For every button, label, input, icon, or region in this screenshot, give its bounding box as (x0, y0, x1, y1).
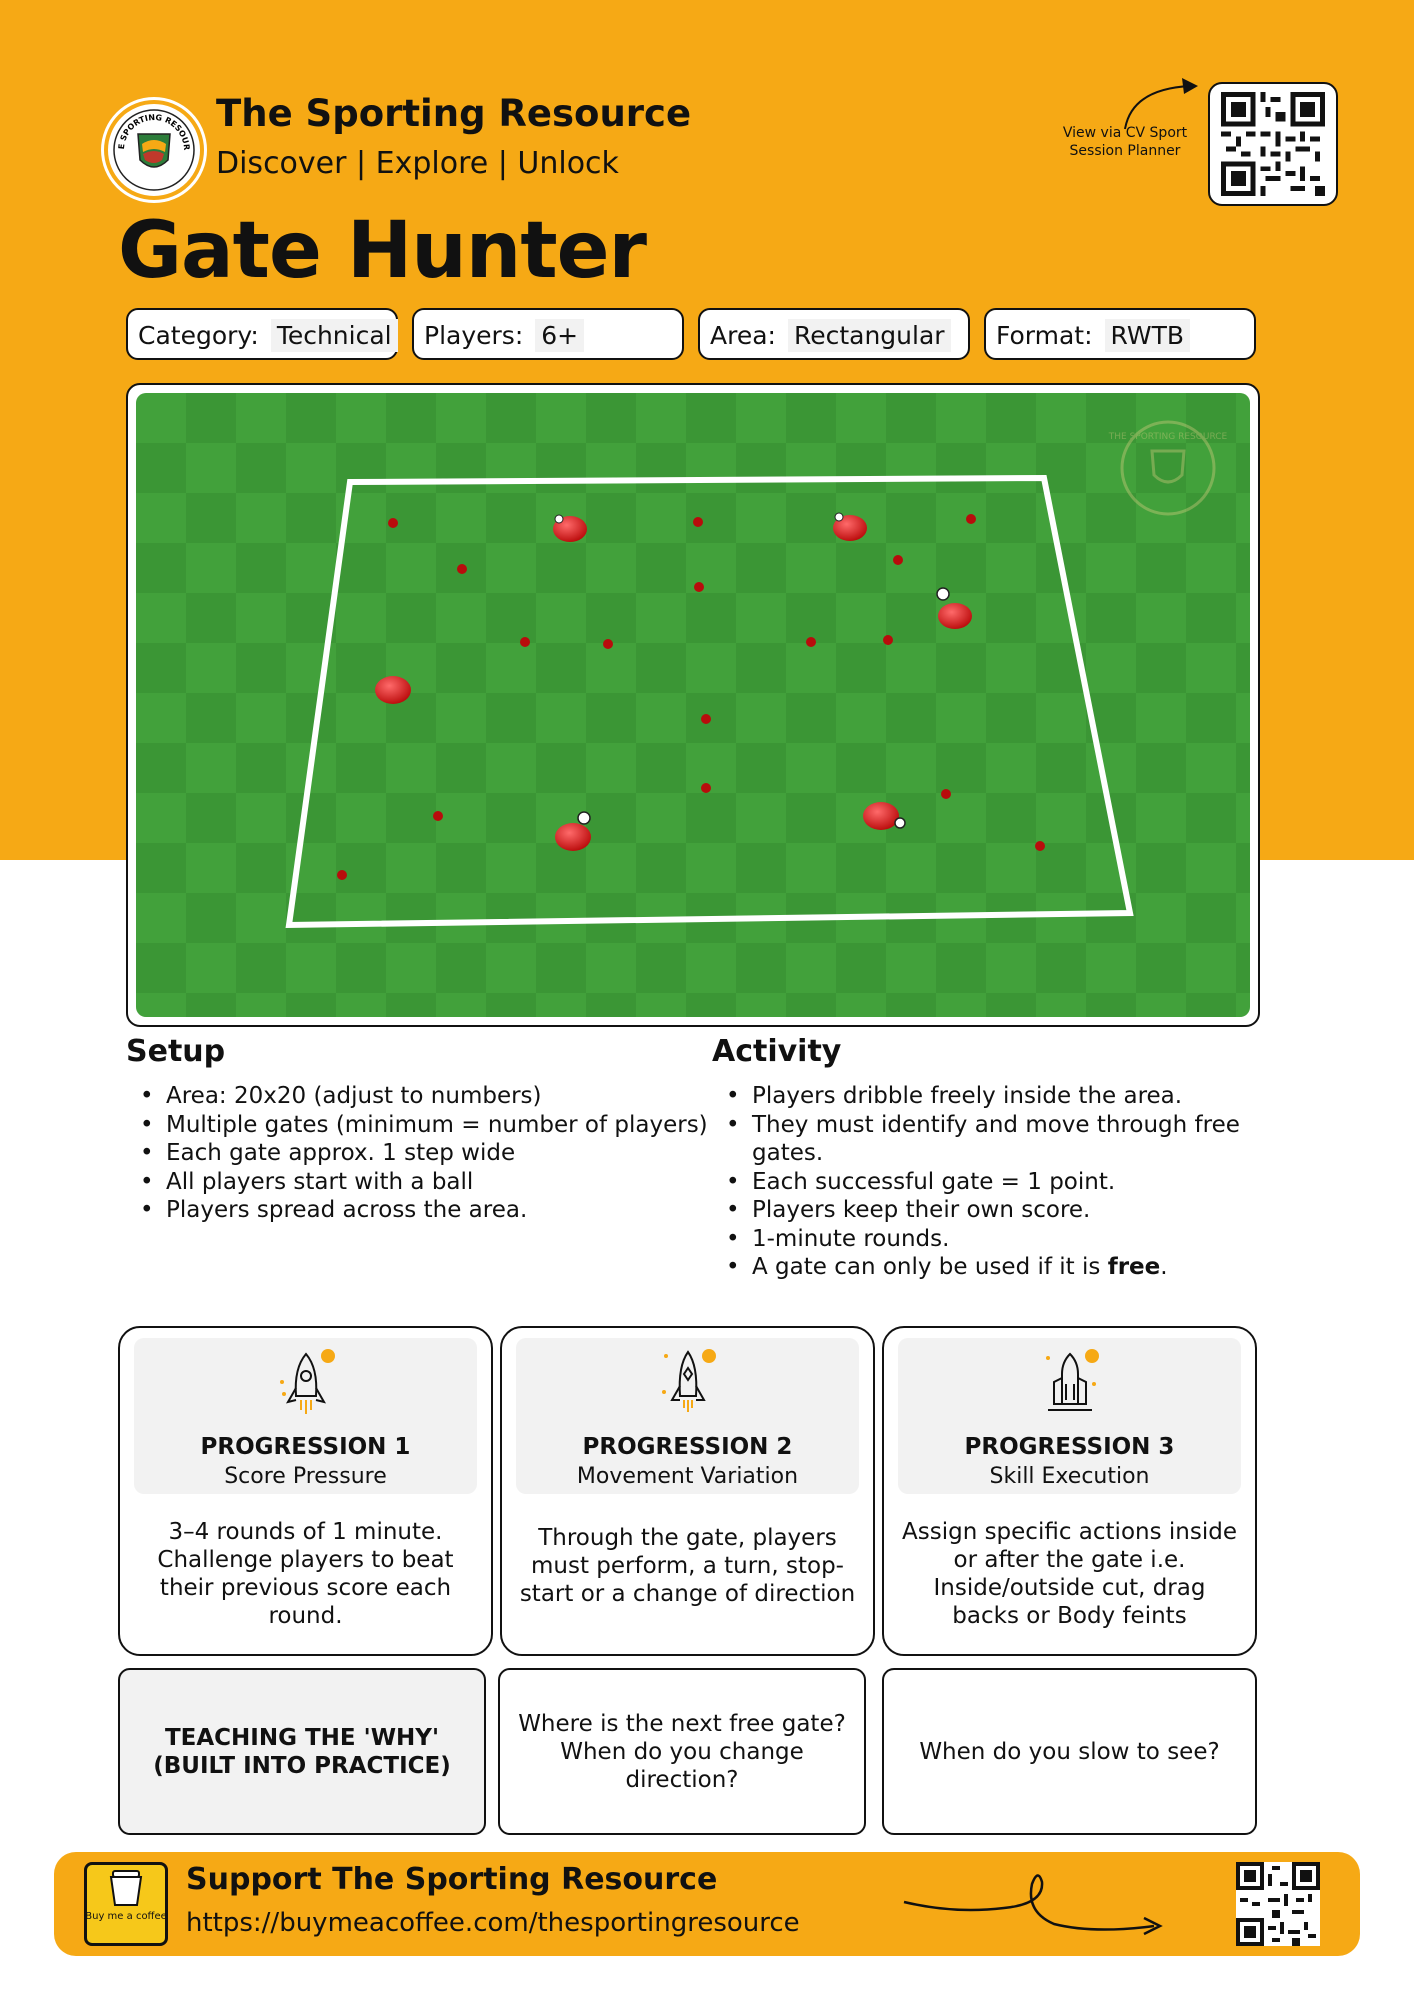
activity-heading: Activity (712, 1034, 842, 1069)
list-item: • Players keep their own score. (752, 1196, 1272, 1225)
list-item: • 1-minute rounds. (752, 1225, 1272, 1254)
pill-key: Players: (424, 321, 524, 350)
pill-key: Format: (996, 321, 1093, 350)
setup-heading: Setup (126, 1034, 226, 1069)
rocket-icon (272, 1344, 340, 1422)
teaching-why-label (118, 1668, 486, 1835)
crest-icon (108, 104, 200, 196)
brand-logo (104, 100, 204, 200)
list-item: • Each successful gate = 1 point. (752, 1168, 1272, 1197)
progression-subtitle: Score Pressure (224, 1464, 387, 1489)
footer-banner (54, 1852, 1360, 1956)
progression-card-3 (882, 1326, 1257, 1656)
rule-emphasis: free (1107, 1254, 1161, 1280)
pill-value: Rectangular (788, 319, 951, 352)
qr-note: View via CV Sport Session Planner (1062, 125, 1188, 159)
list-item: • All players start with a ball (166, 1168, 726, 1197)
list-item: • Multiple gates (minimum = number of players) (166, 1111, 726, 1140)
why-question-2 (882, 1668, 1257, 1835)
list-item: • They must identify and move through free gates. (752, 1111, 1272, 1168)
pill-value: 6+ (535, 319, 584, 352)
why-label-text: TEACHING THE 'WHY' (BUILT INTO PRACTICE) (153, 1724, 451, 1779)
pitch-diagram (136, 393, 1250, 1017)
pill-key: Area: (710, 321, 776, 350)
progression-title: PROGRESSION 3 (964, 1434, 1175, 1460)
pitch-diagram-frame (126, 383, 1260, 1027)
progression-card-1 (118, 1326, 493, 1656)
qr-code-footer[interactable] (1236, 1862, 1320, 1946)
setup-list (126, 1082, 726, 1225)
progression-body: Through the gate, players must perform, a turn, stop-start or a change of direction (519, 1525, 856, 1607)
buy-me-a-coffee-button[interactable] (84, 1862, 168, 1946)
qr-code-icon (1221, 92, 1325, 196)
rule-end: . (1160, 1254, 1168, 1280)
brand-title: The Sporting Resource (216, 92, 692, 135)
qr-code-icon (1236, 1862, 1320, 1946)
pill-format (984, 308, 1256, 360)
progression-card-2 (500, 1326, 875, 1656)
why-question-text: When do you slow to see? (919, 1738, 1220, 1765)
footer-title: Support The Sporting Resource (186, 1862, 718, 1897)
why-question-1 (498, 1668, 866, 1835)
pill-category (126, 308, 398, 360)
progression-title: PROGRESSION 1 (200, 1434, 411, 1460)
pill-area (698, 308, 970, 360)
activity-list (712, 1082, 1272, 1282)
pill-key: Category: (138, 321, 259, 350)
rocket-launch-icon (1036, 1344, 1104, 1422)
progression-header (134, 1338, 477, 1494)
page-title: Gate Hunter (118, 206, 646, 296)
pill-players (412, 308, 684, 360)
svg-text:THE SPORTING RESOURCE: THE SPORTING RESOURCE (1108, 432, 1228, 442)
pill-value: Technical (271, 319, 398, 352)
list-item: • Each gate approx. 1 step wide (166, 1139, 726, 1168)
list-item (752, 1253, 1272, 1282)
progression-subtitle: Skill Execution (989, 1464, 1150, 1489)
progression-body: Assign specific actions inside or after the gate i.e. Inside/outside cut, drag backs or Body feints (902, 1519, 1237, 1629)
progression-header (898, 1338, 1241, 1494)
brand-tagline: Discover | Explore | Unlock (216, 146, 619, 181)
list-item: • Area: 20x20 (adjust to numbers) (166, 1082, 726, 1111)
svg-text:THE SPORTING RESOURCE: E SPORTING RESOUR (116, 112, 192, 151)
qr-code-session-planner[interactable] (1208, 82, 1338, 206)
squiggle-arrow-icon (894, 1864, 1174, 1944)
rocket-icon (654, 1344, 722, 1422)
list-item: • Players dribble freely inside the area. (752, 1082, 1272, 1111)
progression-subtitle: Movement Variation (576, 1464, 799, 1489)
svg-text:Buy me a coffee: Buy me a coffee (87, 1911, 165, 1922)
footer-url-link[interactable]: https://buymeacoffee.com/thesportingresource (186, 1908, 800, 1938)
progression-body: 3–4 rounds of 1 minute. Challenge players to beat their previous score each round. (157, 1519, 454, 1629)
why-question-text: Where is the next free gate? When do you change direction? (518, 1710, 846, 1793)
list-item: • Players spread across the area. (166, 1196, 726, 1225)
coffee-cup-icon (87, 1865, 165, 1943)
rule-text: A gate can only be used if it is (752, 1254, 1108, 1280)
progression-title: PROGRESSION 2 (582, 1434, 793, 1460)
progression-header (516, 1338, 859, 1494)
pill-value: RWTB (1105, 319, 1191, 352)
